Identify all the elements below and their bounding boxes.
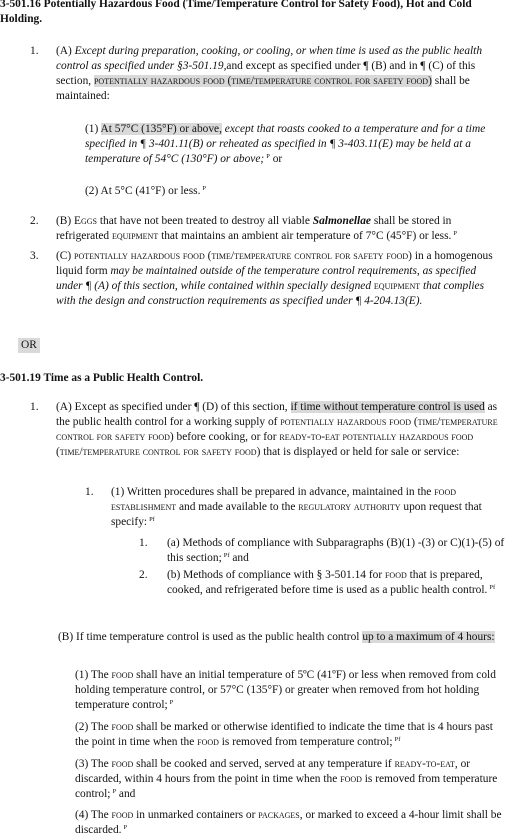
paragraph-B xyxy=(56,214,504,244)
paragraph-B-2 xyxy=(75,720,505,750)
term-packages: packages xyxy=(258,809,300,821)
section-heading-3-501-19: 3-501.19 Time as a Public Health Control. xyxy=(0,372,204,384)
list-number: 1. xyxy=(85,486,94,498)
para-text: is removed from temperature control; xyxy=(75,773,498,800)
highlight-time-control: if time without temperature control is used xyxy=(290,401,485,413)
term-food: food xyxy=(111,809,134,821)
para-text: (B) If time temperature control is used as the public health control xyxy=(58,631,360,643)
para-text: (2) At 5°C (41°F) or less. xyxy=(85,185,201,197)
term-food: food xyxy=(197,736,219,748)
para-label: (B) xyxy=(56,215,72,227)
term-food: food xyxy=(340,773,362,785)
paragraph-A-1 xyxy=(85,122,509,167)
or-separator: OR xyxy=(18,338,40,353)
para-text: shall be marked or otherwise identified to indicate the time that is 4 hours past the point in time when the xyxy=(75,721,493,748)
para-text-italic: except that roasts cooked to a temperature and for a time specified in ¶ 3-401.11(B) or reheated as specified in ¶ 3-403.11(E) may be held at a temperature of 54°C (130°F) or above; xyxy=(85,123,486,165)
paragraph-b xyxy=(167,568,502,598)
list-number: 3. xyxy=(30,250,39,262)
paragraph-a xyxy=(167,536,507,566)
para-text-italic: may be maintained outside of the temperature control requirements, as specified under ¶ (A) of this section, while contained within specially designed xyxy=(56,265,477,292)
para-text: (2) The xyxy=(75,721,109,733)
term-food: food xyxy=(111,669,134,681)
section-heading-3-501-16: 3-501.16 Potentially Hazardous Food (Time/Temperature Control for Safety Food), Hot and Cold Holding. xyxy=(0,0,472,25)
priority-marker: Pf xyxy=(394,736,401,743)
para-text: (A) Except as specified under ¶ (D) of this section, xyxy=(56,401,288,413)
term-food: food xyxy=(384,569,407,581)
para-text: (1) The xyxy=(75,669,109,681)
term-food-establishment: food establishment xyxy=(111,486,456,513)
para-text: shall be cooked and served, served at any temperature if xyxy=(136,758,392,770)
priority-marker: P xyxy=(112,788,117,795)
para-text: that have not been treated to destroy all viable xyxy=(99,215,310,227)
term-ready-to-eat: ready-to-eat xyxy=(394,758,455,770)
term-salmonellae: Salmonellae xyxy=(312,215,371,227)
term-eggs: Eggs xyxy=(74,215,98,227)
para-text: and xyxy=(118,788,136,800)
para-text: and xyxy=(232,552,249,564)
para-text: , or marked to exceed a 4-hour limit shall be discarded. xyxy=(75,809,502,836)
list-number: 2. xyxy=(30,215,39,227)
priority-marker: Pf xyxy=(223,552,230,559)
para-text: (1) Written procedures shall be prepared in advance, maintained in the xyxy=(111,486,432,498)
term-phf: potentially hazardous food (time/temperature control for safety food) xyxy=(74,250,412,262)
paragraph-A xyxy=(56,44,501,104)
paragraph-B xyxy=(58,630,506,645)
para-text: in unmarked containers or xyxy=(136,809,256,821)
highlight-max-4-hours: up to a maximum of 4 hours: xyxy=(362,631,495,643)
priority-marker: P xyxy=(123,824,128,831)
para-text: upon request that specify: xyxy=(111,501,482,528)
para-text: (a) Methods of compliance with Subparagraphs (B)(1) -(3) or C)(1)-(5) of this section; xyxy=(167,537,505,564)
paragraph-A-1 xyxy=(111,485,501,530)
priority-marker: P xyxy=(453,230,458,237)
para-text: that maintains an ambient air temperature of 7°C (45°F) or less. xyxy=(161,230,452,242)
list-number: 2. xyxy=(139,569,148,581)
para-text: shall be maintained: xyxy=(56,75,470,102)
para-text: shall be stored in refrigerated xyxy=(56,215,452,242)
term-regulatory-authority: regulatory authority xyxy=(298,501,401,513)
term-equipment: equipment xyxy=(111,230,159,242)
paragraph-A-2 xyxy=(85,184,509,199)
para-text: (4) The xyxy=(75,809,109,821)
term-phf: potentially hazardous food (time/temperature control for safety food) xyxy=(93,75,432,87)
paragraph-B-4 xyxy=(75,808,505,838)
highlight-temp: At 57°C (135°F) or above, xyxy=(100,123,222,135)
para-text: and except as specified under ¶ (B) and in ¶ (C) of this section, xyxy=(56,60,476,87)
term-food: food xyxy=(111,758,134,770)
list-number: 1. xyxy=(30,401,39,413)
para-text: is removed from temperature control; xyxy=(221,736,393,748)
para-label: (1) xyxy=(85,123,99,135)
para-text: that is prepared, cooked, and refrigerated before time is used as a public health control. xyxy=(167,569,488,596)
para-text: that is displayed or held for sale or service: xyxy=(263,446,460,458)
paragraph-B-1 xyxy=(75,668,505,713)
term-rte-phf: ready-to-eat potentially hazardous food (time/temperature control for safety food) xyxy=(56,431,474,458)
para-text: shall have an initial temperature of 5ºC (41ºF) or less when removed from cold holding temperature control, or 57°C (135°F) or greater when removed from hot holding temperature control; xyxy=(75,669,496,711)
priority-marker: Pf xyxy=(149,516,155,523)
paragraph-A xyxy=(56,400,506,460)
para-text: or xyxy=(272,153,283,165)
priority-marker: P xyxy=(202,185,207,192)
para-text: in a homogenous liquid form xyxy=(56,250,493,277)
priority-marker: P xyxy=(169,699,174,706)
para-text-italic: that complies with the design and construction requirements as specified under ¶ 4-204.13(E). xyxy=(56,280,485,307)
list-number: 1. xyxy=(30,45,39,57)
term-food: food xyxy=(111,721,134,733)
para-text: and made available to the xyxy=(179,501,296,513)
para-label: (A) xyxy=(56,45,72,57)
para-text: (b) Methods of compliance with § 3-501.14 for xyxy=(167,569,383,581)
priority-marker: P xyxy=(266,153,270,160)
para-text-italic: Except during preparation, cooking, or cooling, or when time is used as the public health control as specified under §3-501.19, xyxy=(56,45,483,72)
priority-marker: Pf xyxy=(489,584,496,591)
list-number: 1. xyxy=(139,537,148,549)
para-text: as the public health control for a working supply of xyxy=(56,401,498,428)
para-label: (C) xyxy=(56,250,72,262)
para-text: , or discarded, within 4 hours from the point in time when the xyxy=(75,758,471,785)
para-text: before cooking, or for xyxy=(176,431,277,443)
para-text: (3) The xyxy=(75,758,109,770)
term-equipment: equipment xyxy=(373,280,421,292)
term-phf: potentially hazardous food (time/temperature control for safety food) xyxy=(56,416,498,443)
paragraph-C xyxy=(56,249,504,309)
paragraph-B-3 xyxy=(75,757,505,802)
